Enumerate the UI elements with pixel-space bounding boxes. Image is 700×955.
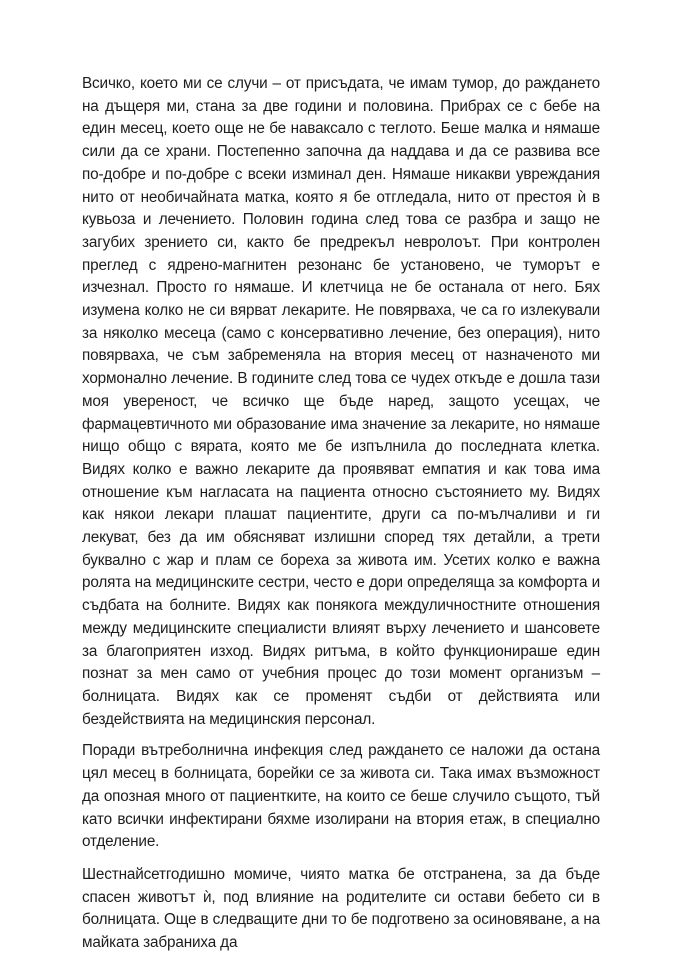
text-body [82, 73, 600, 955]
paragraph-3: Шестнайсетгодишно момиче, чиято матка бе отстранена, за да бъде спасен животът ѝ, под влияние на родителите си остави бебето си в болницата. Още в следващите дни то бе подготвено за осиновяване, а на майката забраниха да [82, 865, 600, 952]
paragraph-1: Всичко, което ми се случи – от присъдата, че имам тумор, до раждането на дъщеря ми, стана за две години и половина. Прибрах се с бебе на един месец, което още не бе наваксало с теглото. Беше малка и нямаше сили да се храни. Постепенно започна да наддава и да се развива все по-добре и по-добре с всеки изминал ден. Нямаше никакви увреждания нито от необичайната матка, която я бе отгледала, нито от престоя ѝ в кувьоза и лечението. Половин година след това се разбра и защо не загубих зрението си, както бе предрекъл невролоът. При контролен преглед с ядрено-магнитен резонанс бе установено, че туморът е изчезнал. Просто го нямаше. И клетчица не бе останала от него. Бях изумена колко не си вярват лекарите. Не повярваха, че са го излекували за няколко месеца (само с консервативно лечение, без операция), нито повярваха, че съм забременяла на втория месец от назначеното ми хормонално лечение. В годините след това се чудех откъде е дошла тази моя увереност, че всичко ще бъде наред, защото усещах, че фармацевтичното ми образование има значение за лекарите, но нямаше нищо общо с вярата, която ме бе изпълнила до последната клетка. Видях колко е важно лекарите да проявяват емпатия и как това има отношение към нагласата на пациента относно състоянието му. Видях как някои лекари плашат пациентите, други са по-мълчаливи и ги лекуват, без да им обясняват излишни според тях детайли, а трети буквално с жар и плам се бореха за живота им. Усетих колко е важна ролята на медицинските сестри, често е дори определяща за комфорта и съдбата на болните. Видях как понякога междуличностните отношения между медицинските специалисти влияят върху лечението и шансовете за благоприятен изход. Видях ритъма, в който функционираше един познат за мен само от учебния процес до този момент организъм – болницата. Видях как се променят съдби от действията или бездействията на медицинския персонал. [82, 75, 600, 728]
paragraph-2: Поради вътреболнична инфекция след раждането се наложи да остана цял месец в болницата, борейки се за живота си. Така имах възможност да опозная много от пациентките, на които се беше случило същото, тъй като всички инфектирани бяхме изолирани на втория етаж, в специално отделение. [82, 742, 600, 851]
